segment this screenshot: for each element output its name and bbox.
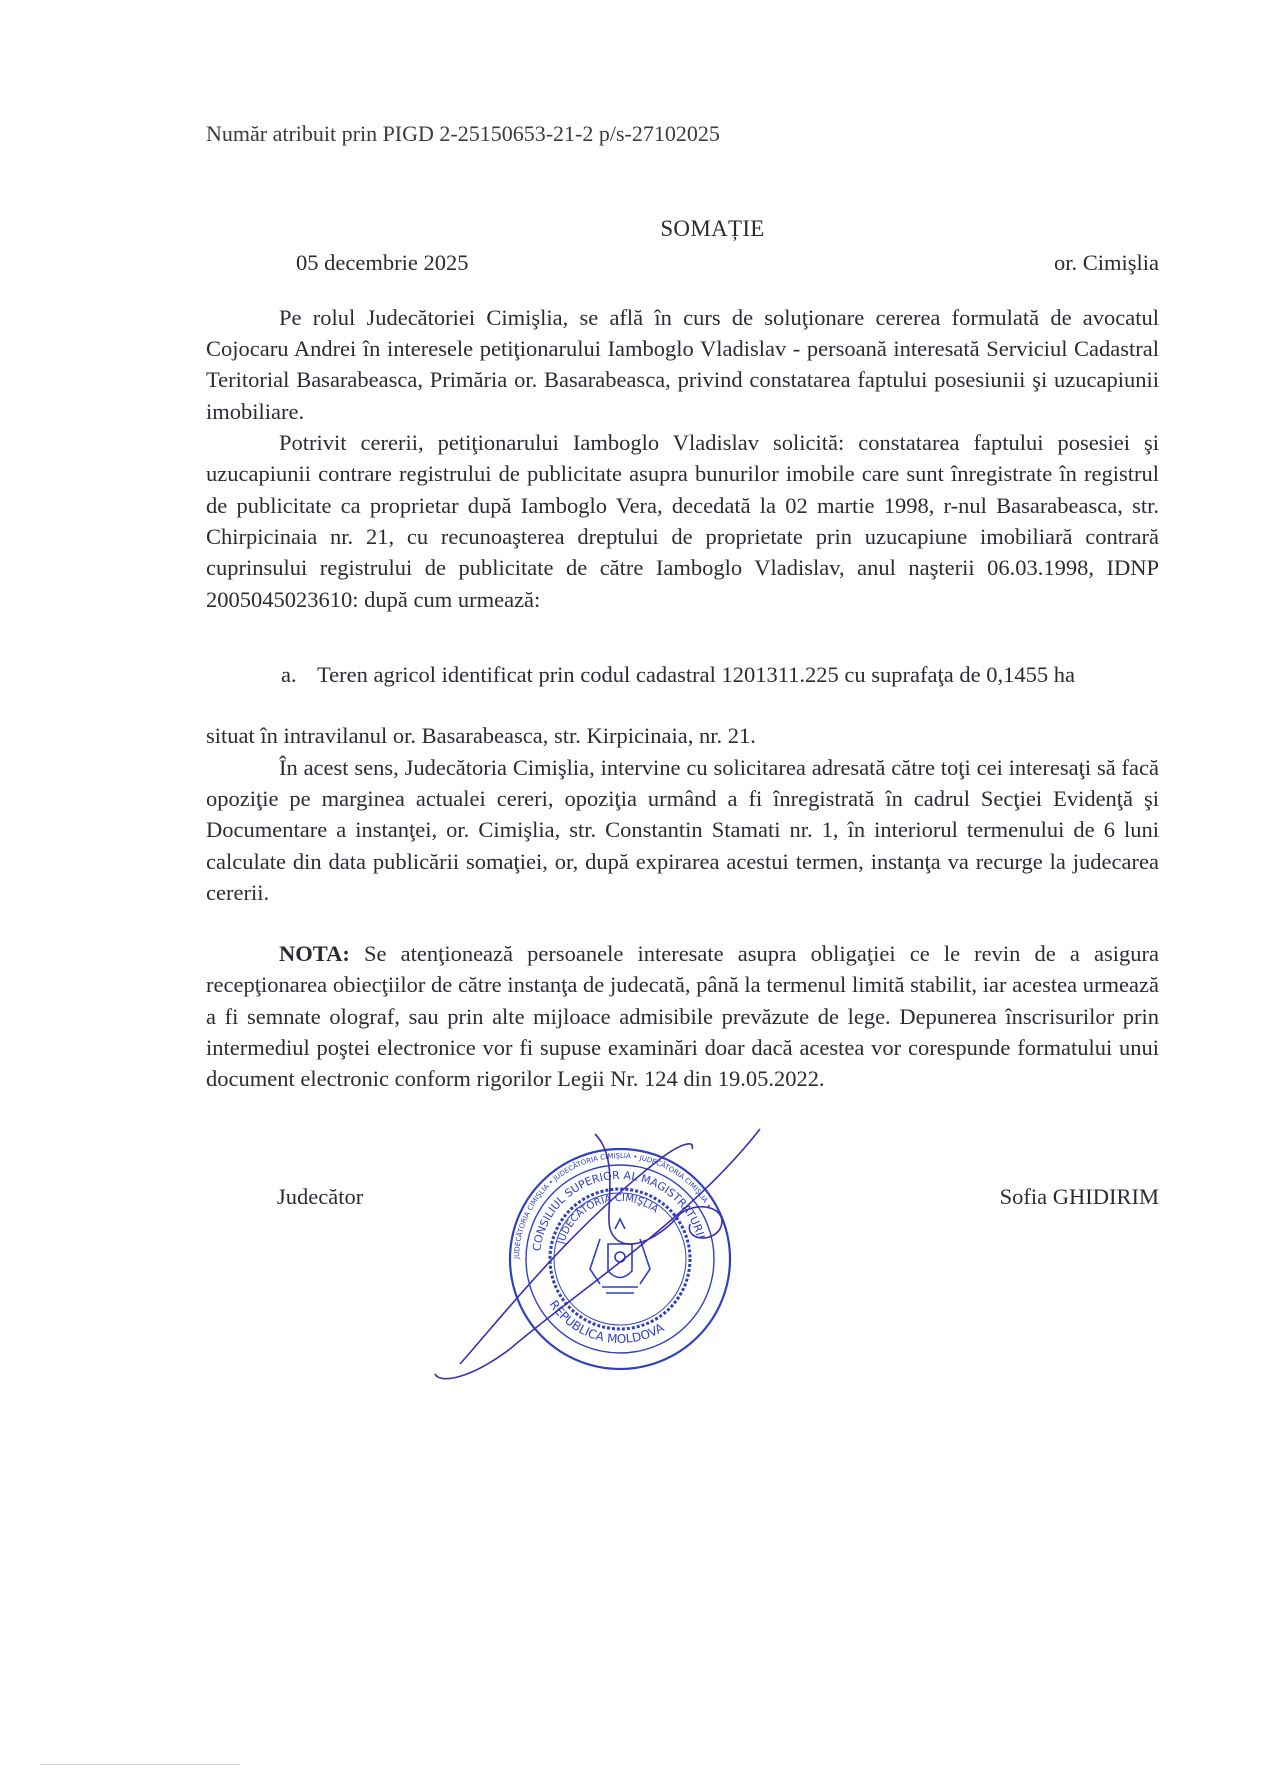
list-item-text: Teren agricol identificat prin codul cadastral 1201311.225 cu suprafaţa de 0,1455 ha xyxy=(317,661,1075,687)
document-date: 05 decembrie 2025 xyxy=(296,249,469,275)
paragraph-1: Pe rolul Judecătoriei Cimişlia, se află în curs de soluţionare cererea formulată de avocatul Cojocaru Andrei în interesele petiţionarului Iamboglo Vladislav - persoană interesată Serviciul Cadastral Teritorial Basarabeasca, Primăria or. Basarabeasca, privind constatarea faptului posesiunii şi uzucapiunii imobiliare. xyxy=(206,304,1159,424)
list-item xyxy=(281,659,1099,691)
document-title: SOMAȚIE xyxy=(660,216,765,242)
coat-of-arms-icon xyxy=(590,1219,650,1293)
location-line: situat în intravilanul or. Basarabeasca, str. Kirpicinaia, nr. 21. xyxy=(206,723,756,749)
nota-paragraph xyxy=(206,938,1159,1094)
paragraph-opposition xyxy=(206,720,1159,908)
document-place: or. Cimişlia xyxy=(1053,249,1159,275)
signature-area xyxy=(206,1109,1159,1409)
nota-text: Se atenţionează persoanele interesate asupra obligaţiei ce le revin de a asigura recepţionarea obiecţiilor de către instanţa de judecată, până la termenul limită stabilit, iar acestea urmează a fi semnate olograf, sau prin alte mijloace admisibile prevăzute de lege. Depunerea înscrisurilor prin intermediul poştei electronice vor fi supuse examinări doar dacă acestea vor corespunde formatului unui document electronic conform rigorilor Legii Nr. 124 din 19.05.2022. xyxy=(206,941,1159,1092)
paragraph-intro xyxy=(206,302,1159,615)
paragraph-2: Potrivit cererii, petiţionarului Iamboglo Vladislav solicită: constatarea faptului posesiei şi uzucapiunii contrare registrului de publicitate asupra bunurilor imobile care sunt înregistrate în registrul de publicitate ca proprietar după Iamboglo Vera, decedată la 02 martie 1998, r-nul Basarabeasca, str. Chirpicinaia nr. 21, cu recunoaşterea dreptului de proprietate prin uzucapiune imobiliară contrară cuprinsului registrului de publicitate de către Iamboglo Vladislav, anul naşterii 06.03.1998, IDNP 2005045023610: după cum urmează: xyxy=(206,430,1159,612)
nota-block xyxy=(206,938,1159,1094)
stamp-bottom-text: REPUBLICA MOLDOVA xyxy=(546,1297,667,1346)
signature-role: Judecător xyxy=(277,1183,364,1209)
date-place-row xyxy=(206,247,1159,278)
stamp-inner-text: JUDECĂTORIA CIMIŞLIA xyxy=(556,1192,661,1246)
list-marker: a. xyxy=(281,661,297,687)
stamp-ring-text: CONSILIUL SUPERIOR AL MAGISTRATURII xyxy=(530,1168,708,1252)
signature-icon xyxy=(435,1129,760,1379)
page-footer-line xyxy=(40,1764,240,1765)
stamp-outer-text: JUDECĂTORIA CIMIŞLIA • JUDECĂTORIA CIMIŞLIA • JUDECĂTORIA CIMIŞLIA • xyxy=(512,1151,713,1259)
paragraph-3: În acest sens, Judecătoria Cimişlia, intervine cu solicitarea adresată către toţi cei interesaţi să facă opoziţie pe marginea actualei cereri, opoziţia urmând a fi înregistrată în cadrul Secţiei Evidenţă şi Documentare a instanţei, or. Cimişlia, str. Constantin Stamati nr. 1, în interiorul termenului de 6 luni calculate din data publicării somaţiei, or, după expirarea acestui termen, instanţa va recurge la judecarea cererii. xyxy=(206,754,1159,905)
nota-label: NOTA: xyxy=(279,941,350,967)
signature-name: Sofia GHIDIRIM xyxy=(999,1183,1159,1209)
property-list xyxy=(206,659,1159,691)
reference-number: Număr atribuit prin PIGD 2-25150653-21-2 p/s-27102025 xyxy=(206,121,720,146)
court-stamp xyxy=(430,1119,810,1389)
signature-row xyxy=(206,1181,1159,1212)
